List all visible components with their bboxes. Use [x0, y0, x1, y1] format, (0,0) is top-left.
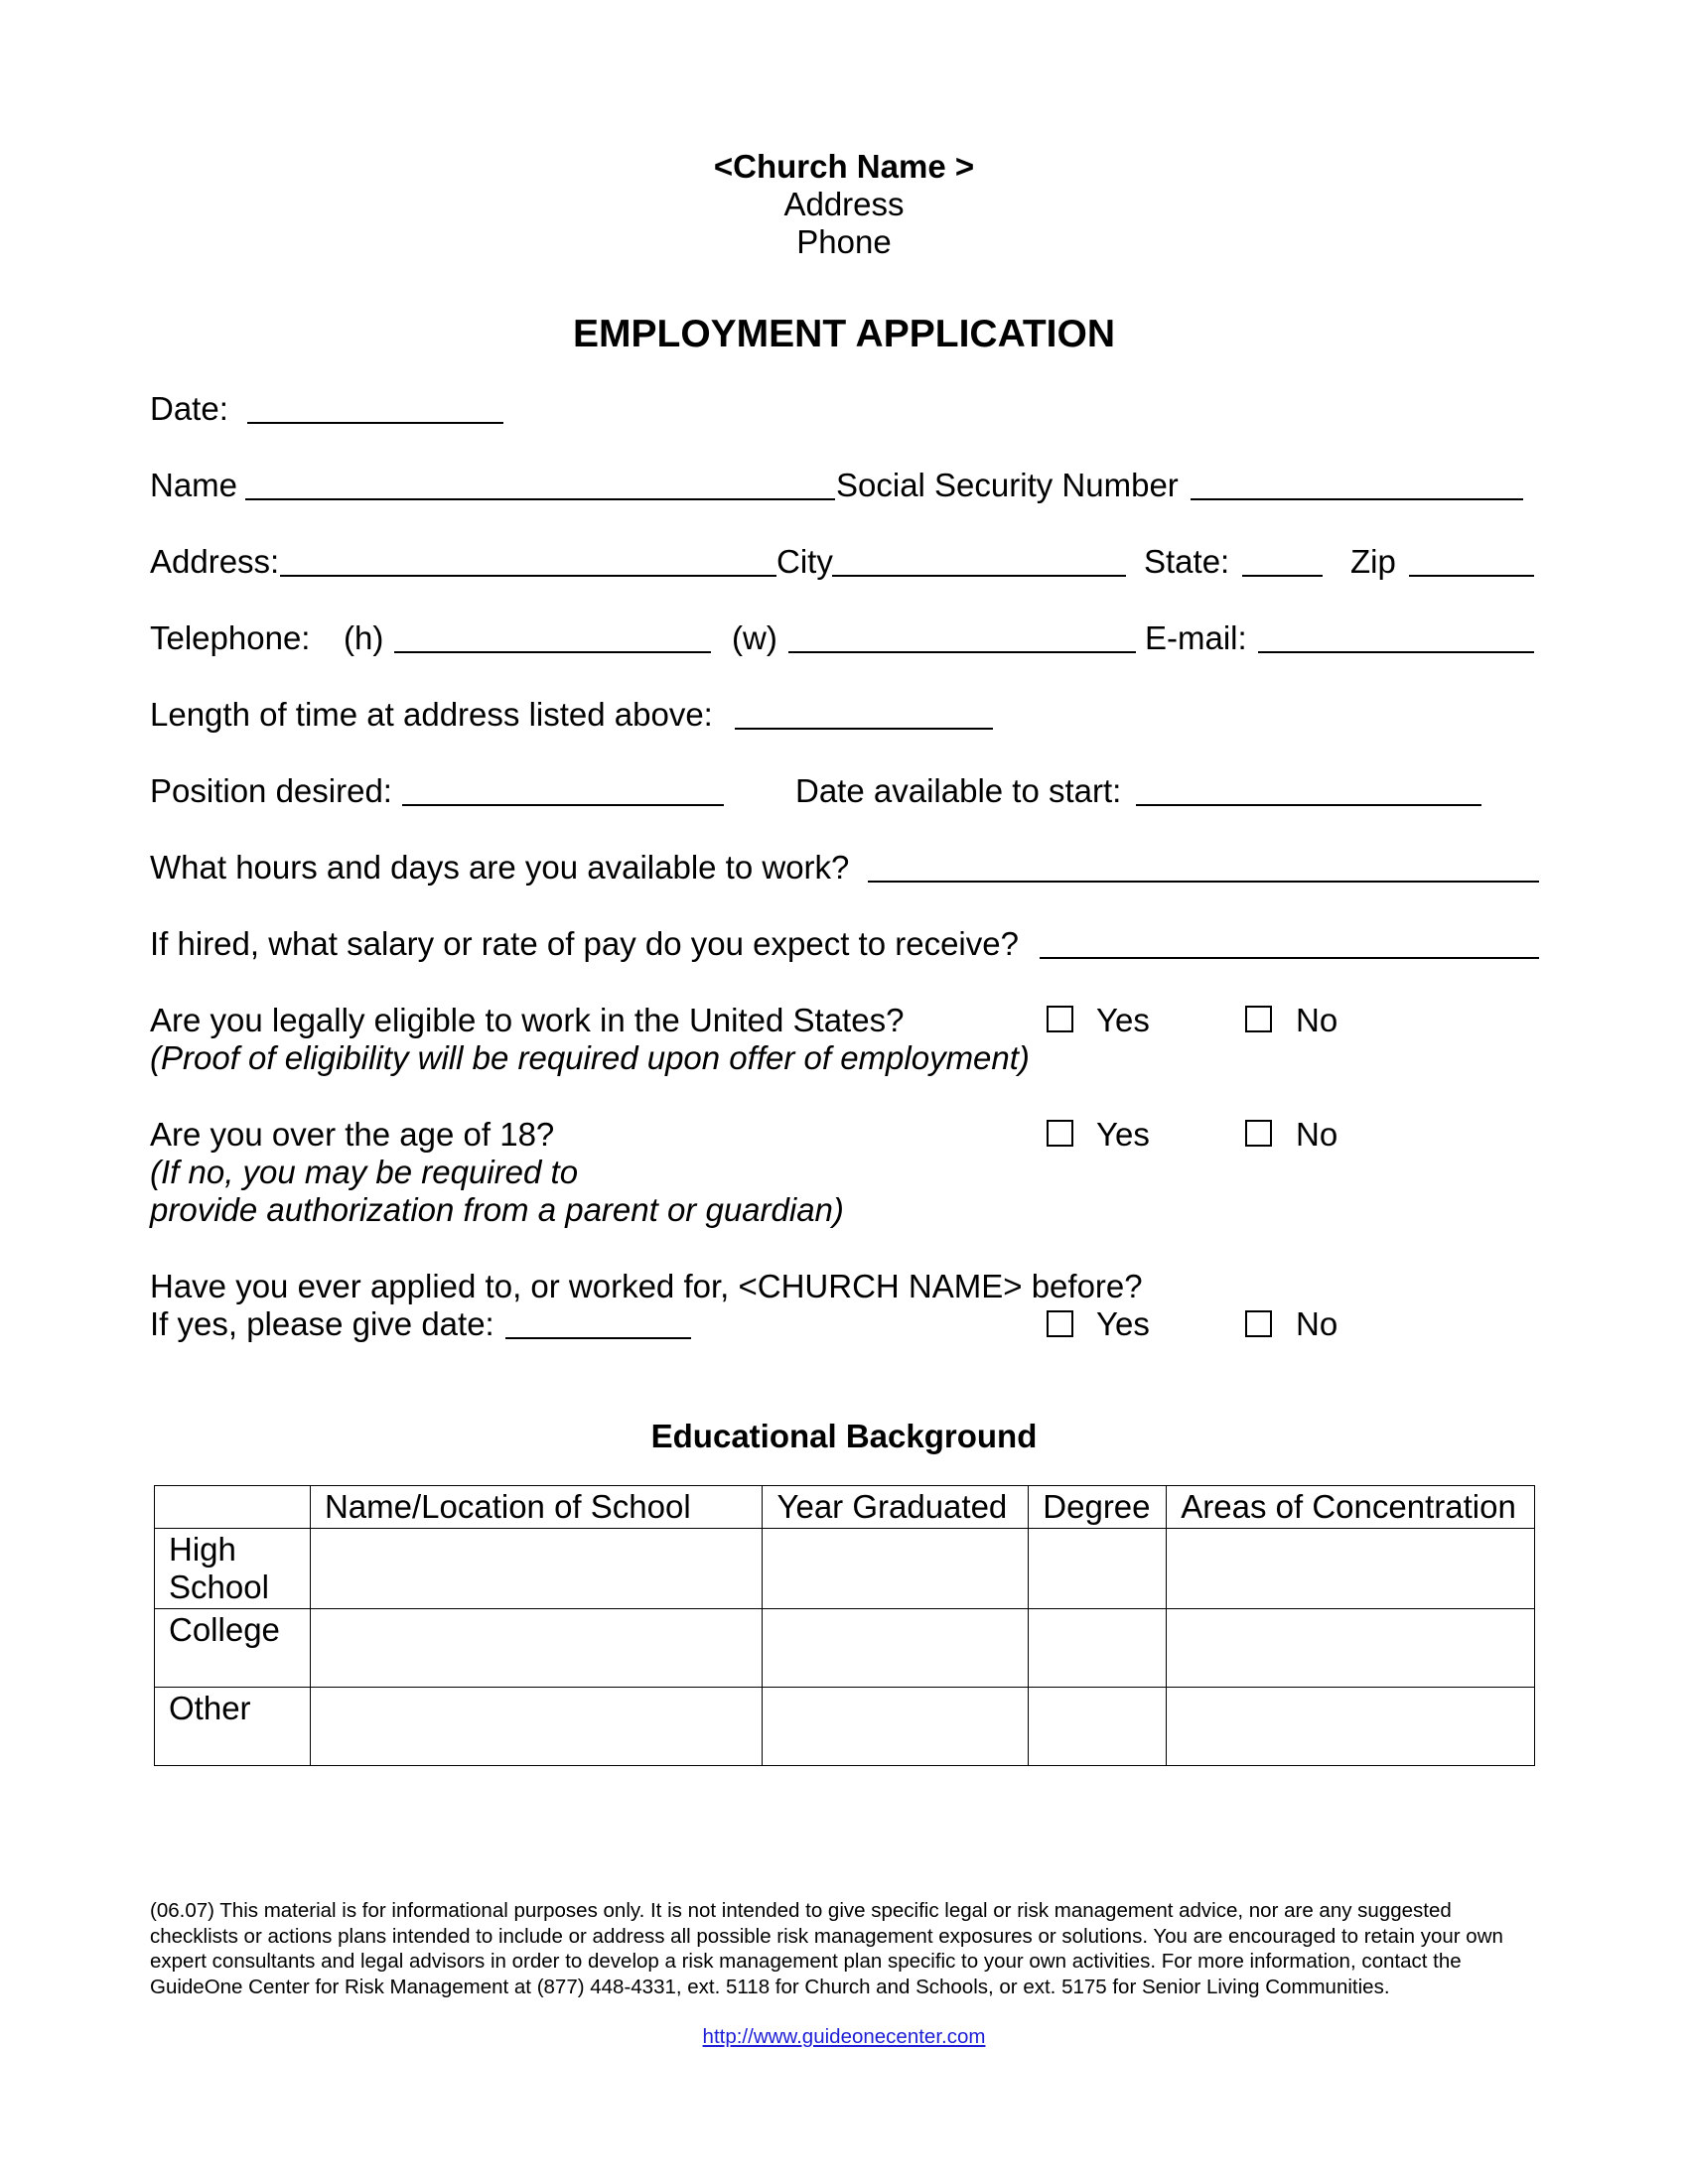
date-field[interactable]: [247, 422, 503, 424]
hours-label: What hours and days are you available to work?: [150, 849, 850, 886]
college-degree-cell[interactable]: [1029, 1609, 1167, 1688]
prior-application-question: Have you ever applied to, or worked for, <CHURCH NAME> before?: [150, 1268, 1143, 1304]
age-question: Are you over the age of 18?: [150, 1116, 555, 1153]
city-field[interactable]: [832, 575, 1126, 577]
age-note-line-2: provide authorization from a parent or guardian): [150, 1191, 844, 1228]
church-phone: Phone: [796, 223, 892, 260]
page-title: EMPLOYMENT APPLICATION: [573, 313, 1115, 355]
telephone-label: Telephone:: [150, 619, 311, 656]
state-field[interactable]: [1242, 575, 1323, 577]
high-school-degree-cell[interactable]: [1029, 1529, 1167, 1609]
ssn-label: Social Security Number: [836, 467, 1179, 503]
eligibility-note: (Proof of eligibility will be required upon offer of employment): [150, 1039, 1030, 1076]
education-header-blank: [155, 1486, 311, 1529]
education-header-degree: Degree: [1029, 1486, 1167, 1529]
other-year-cell[interactable]: [763, 1688, 1029, 1766]
hours-field[interactable]: [868, 881, 1539, 883]
table-row: [155, 1609, 1535, 1688]
education-header-row: [155, 1486, 1535, 1529]
education-row-label-high-school: [155, 1529, 311, 1609]
work-phone-label: (w): [732, 619, 777, 656]
college-name-cell[interactable]: [310, 1609, 763, 1688]
home-phone-label: (h): [344, 619, 384, 656]
other-name-cell[interactable]: [310, 1688, 763, 1766]
church-address: Address: [783, 186, 905, 222]
prior-application-no-label: No: [1296, 1305, 1338, 1342]
date-label: Date:: [150, 390, 228, 427]
state-label: State:: [1144, 543, 1230, 580]
age-note-line-1: (If no, you may be required to: [150, 1154, 579, 1190]
age-yes-checkbox[interactable]: [1047, 1120, 1073, 1147]
row-label-line: Other: [169, 1690, 251, 1726]
eligibility-yes-label: Yes: [1096, 1002, 1150, 1038]
salary-field[interactable]: [1040, 957, 1539, 959]
zip-label: Zip: [1350, 543, 1396, 580]
length-at-address-field[interactable]: [735, 728, 993, 730]
address-label: Address:: [150, 543, 280, 580]
email-field[interactable]: [1258, 651, 1534, 653]
eligibility-question: Are you legally eligible to work in the United States?: [150, 1002, 905, 1038]
other-degree-cell[interactable]: [1029, 1688, 1167, 1766]
eligibility-yes-checkbox[interactable]: [1047, 1006, 1073, 1032]
college-year-cell[interactable]: [763, 1609, 1029, 1688]
start-date-field[interactable]: [1136, 804, 1481, 806]
other-concentration-cell[interactable]: [1167, 1688, 1535, 1766]
high-school-year-cell[interactable]: [763, 1529, 1029, 1609]
email-label: E-mail:: [1145, 619, 1247, 656]
high-school-concentration-cell[interactable]: [1167, 1529, 1535, 1609]
age-no-label: No: [1296, 1116, 1338, 1153]
table-row: [155, 1529, 1535, 1609]
row-label-line: School: [169, 1569, 269, 1605]
age-no-checkbox[interactable]: [1245, 1120, 1272, 1147]
row-label-line: High: [169, 1531, 236, 1568]
education-row-label-other: [155, 1688, 311, 1766]
prior-application-date-label: If yes, please give date:: [150, 1305, 494, 1342]
prior-application-yes-checkbox[interactable]: [1047, 1310, 1073, 1337]
age-yes-label: Yes: [1096, 1116, 1150, 1153]
footer-link[interactable]: http://www.guideonecenter.com: [702, 2025, 986, 2048]
table-row: [155, 1688, 1535, 1766]
length-at-address-label: Length of time at address listed above:: [150, 696, 713, 733]
name-field[interactable]: [245, 498, 835, 500]
position-label: Position desired:: [150, 772, 392, 809]
start-date-label: Date available to start:: [795, 772, 1122, 809]
eligibility-no-label: No: [1296, 1002, 1338, 1038]
education-header-school: Name/Location of School: [310, 1486, 763, 1529]
ssn-field[interactable]: [1191, 498, 1523, 500]
education-row-label-college: [155, 1609, 311, 1688]
name-label: Name: [150, 467, 238, 503]
zip-field[interactable]: [1409, 575, 1534, 577]
education-section-title: Educational Background: [650, 1418, 1038, 1454]
eligibility-no-checkbox[interactable]: [1245, 1006, 1272, 1032]
prior-application-date-field[interactable]: [505, 1337, 691, 1339]
education-header-concentration: Areas of Concentration: [1167, 1486, 1535, 1529]
education-header-year: Year Graduated: [763, 1486, 1029, 1529]
city-label: City: [776, 543, 833, 580]
address-field[interactable]: [280, 575, 776, 577]
education-table: [154, 1485, 1535, 1766]
footer-disclaimer: (06.07) This material is for informational purposes only. It is not intended to give specific legal or risk management advice, nor are any suggested checklists or actions plans intended to include or address all possible risk management exposures or solutions. You are encouraged to retain your own expert consultants and legal advisors in order to develop a risk management plan specific to your own activities. For more information, contact the GuideOne Center for Risk Management at (877) 448-4331, ext. 5118 for Church and Schools, or ext. 5175 for Senior Living Communities.: [150, 1899, 1503, 1998]
prior-application-no-checkbox[interactable]: [1245, 1310, 1272, 1337]
salary-label: If hired, what salary or rate of pay do you expect to receive?: [150, 925, 1019, 962]
home-phone-field[interactable]: [394, 651, 711, 653]
position-field[interactable]: [402, 804, 724, 806]
row-label-line: College: [169, 1611, 280, 1648]
college-concentration-cell[interactable]: [1167, 1609, 1535, 1688]
work-phone-field[interactable]: [788, 651, 1136, 653]
prior-application-yes-label: Yes: [1096, 1305, 1150, 1342]
church-name: <Church Name >: [713, 148, 975, 185]
high-school-name-cell[interactable]: [310, 1529, 763, 1609]
